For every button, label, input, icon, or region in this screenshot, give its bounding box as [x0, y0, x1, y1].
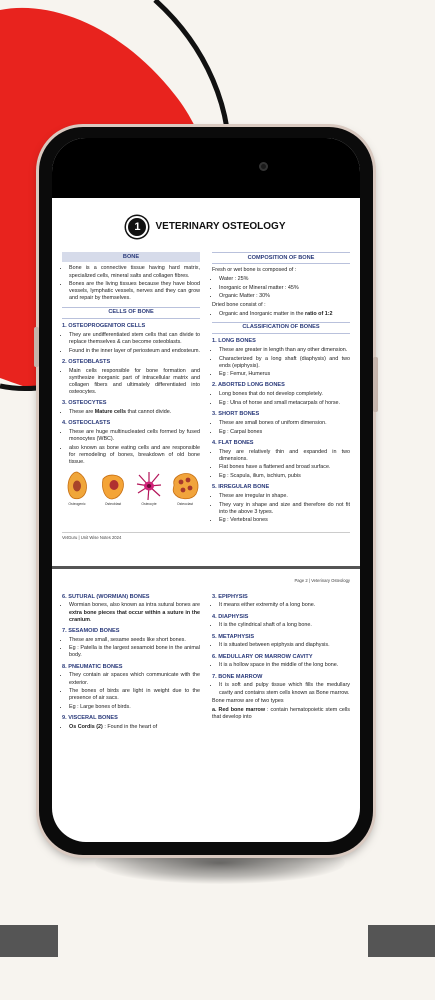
list-item: • Long bones that do not develop completely.	[219, 391, 350, 398]
list-item: • These are huge multinucleated cells formed by fused monocytes (WBC).	[69, 429, 200, 443]
section-title: 1. OSTEOPROGENITOR CELLS	[62, 322, 146, 329]
list-item: • It is soft and pulpy tissue which fills the medullary cavity and contains stem cells known as Bone marrow.	[219, 682, 350, 696]
section-title: 4. FLAT BONES	[212, 439, 254, 446]
section-title: 6. SUTURAL (WORMIAN) BONES	[62, 593, 150, 600]
list-item: • Eg : Patella is the largest sesamoid bone in the animal body.	[69, 645, 200, 659]
list-item: • Inorganic or Mineral matter : 45%	[219, 285, 350, 292]
list-item: • Eg : Femur, Humerus	[219, 371, 350, 378]
list-item: • These are Mature cells that cannot divide.	[69, 409, 200, 416]
list-item: • It is situated between epiphysis and diaphysis.	[219, 642, 350, 649]
list-item: • It means either extremity of a long bone.	[219, 602, 350, 609]
paragraph: Bone marrow are of two types	[212, 698, 284, 705]
paragraph: Fresh or wet bone is composed of :	[212, 267, 297, 274]
osteocyte-figure: Osteocyte	[134, 471, 164, 506]
right-column	[212, 252, 350, 526]
section-title: 7. SESAMOID BONES	[62, 627, 120, 634]
list-item: • Flat bones have a flattened and broad surface.	[219, 464, 350, 471]
left-column	[62, 252, 200, 526]
list-item: • It is the cylindrical shaft of a long bone.	[219, 622, 350, 629]
list-item: • Characterized by a long shaft (diaphysis) and two ends (epiphysis).	[219, 356, 350, 370]
section-title: 2. ABORTED LONG BONES	[212, 382, 285, 389]
list-item: • They vary in shape and size and therefore do not fit into the above 3 types.	[219, 502, 350, 516]
list-item: • These are greater in length than any other dimension.	[219, 347, 350, 354]
bone-cells-illustration	[62, 471, 200, 506]
list-item: • The bones of birds are light in weight due to the presence of air sacs.	[69, 688, 200, 702]
section-title: 3. EPIPHYSIS	[212, 593, 248, 600]
list-item: • It is a hollow space in the middle of the long bone.	[219, 662, 350, 669]
list-item: • also known as bone eating cells and are responsible for remodeling of bones, breakdown of old bone tissue.	[69, 445, 200, 466]
bottom-left-bar	[0, 925, 58, 957]
list-item: • They are relatively thin and expanded in two dimensions.	[219, 449, 350, 463]
chapter-number-badge: 1	[126, 216, 148, 238]
section-title: 6. MEDULLARY OR MARROW CAVITY	[212, 653, 313, 660]
phone-screen	[52, 138, 360, 842]
page2-left-column	[62, 594, 200, 733]
section-title: 4. DIAPHYSIS	[212, 613, 249, 620]
list-item: • Eg : Ulna of horse and small metacarpals of horse.	[219, 400, 350, 407]
list-item: • Os Cordis (2) : Found in the heart of	[69, 724, 200, 731]
paragraph: Dried bone consist of :	[212, 301, 266, 308]
section-title: 1. LONG BONES	[212, 338, 256, 344]
doc-title: VETERINARY OSTEOLOGY	[155, 221, 286, 233]
section-title: 3. OSTEOCYTES	[62, 400, 107, 406]
section-title: 2. OSTEOBLASTS	[62, 358, 111, 365]
list-item: • Organic Matter : 30%	[219, 293, 350, 300]
list-item: • Eg : Vertebral bones	[219, 517, 350, 524]
page2-right-column	[212, 594, 350, 733]
power-button	[373, 357, 378, 412]
osteogenic-cell-figure: Osteogenic	[62, 471, 92, 506]
volume-button	[34, 327, 39, 367]
list-item: • These are small bones of uniform dimension.	[219, 420, 350, 427]
section-title: 4. OSTEOCLASTS	[62, 420, 111, 426]
osteoblast-figure: Osteoblast	[98, 471, 128, 506]
document-page-1	[62, 200, 350, 540]
list-item: • Eg : Scapula, ilium, ischium, pubis	[219, 473, 350, 480]
list-item: • These are small, sesame seeds like short bones.	[69, 637, 200, 644]
paragraph: a. Red bone marrow : contain hematopoietic stem cells that develop into	[212, 706, 350, 720]
list-item: • Wormian bones, also known as intra sutural bones are extra bone pieces that occur within a suture in the cranium.	[69, 602, 200, 623]
list-item: • Found in the inner layer of periosteum and endosteum.	[69, 348, 200, 355]
cells-header: CELLS OF BONE	[62, 307, 200, 319]
page-footer: VetGuru | Unit Wise Notes 2024	[62, 532, 350, 541]
section-title: 8. PNEUMATIC BONES	[62, 663, 123, 670]
list-item: • Bones are the living tissues because they have blood vessels, lymphatic vessels, nerves and they can grow and repair by themselves.	[69, 281, 200, 302]
list-item: • Main cells responsible for bone formation and synthesize inorganic part of intracellular matrix and collagen fibers and ultimately differentiated into osteocytes.	[69, 368, 200, 397]
list-item: • Eg : Large bones of birds.	[69, 704, 200, 711]
list-item: • Organic and Inorganic matter in the ratio of 1:2	[219, 311, 350, 318]
section-title: 9. VISCERAL BONES	[62, 715, 118, 722]
classification-header: CLASSIFICATION OF BONES	[212, 322, 350, 334]
list-item: • They are undifferentiated stem cells that can divide to replace themselves & can become osteoblasts.	[69, 332, 200, 346]
composition-header: COMPOSITION OF BONE	[212, 252, 350, 264]
section-title: 5. METAPHYSIS	[212, 633, 255, 640]
list-item: • They contain air spaces which communicate with the exterior.	[69, 672, 200, 686]
front-camera	[259, 162, 268, 171]
osteoclast-figure: Osteoclast	[170, 471, 200, 506]
list-item: • Bone is a connective tissue having hard matrix, specialized cells, mineral salts and collagen fibres.	[69, 265, 200, 279]
list-item: • Water : 25%	[219, 276, 350, 283]
section-title: 3. SHORT BONES	[212, 411, 260, 417]
bone-header: BONE	[62, 252, 200, 262]
phone-mockup	[39, 127, 373, 855]
list-item: • These are irregular in shape.	[219, 493, 350, 500]
section-title: 5. IRREGULAR BONE	[212, 484, 270, 490]
doc-title-row	[62, 216, 350, 238]
page-label: Page 2 | Veterinary Osteology	[294, 578, 350, 583]
document-page-2	[62, 572, 350, 733]
list-item: • Eg : Carpal bones	[219, 429, 350, 436]
page-separator	[52, 566, 360, 569]
speaker-slot	[180, 163, 210, 170]
section-title: 7. BONE MARROW	[212, 673, 263, 680]
bottom-right-bar	[368, 925, 435, 957]
